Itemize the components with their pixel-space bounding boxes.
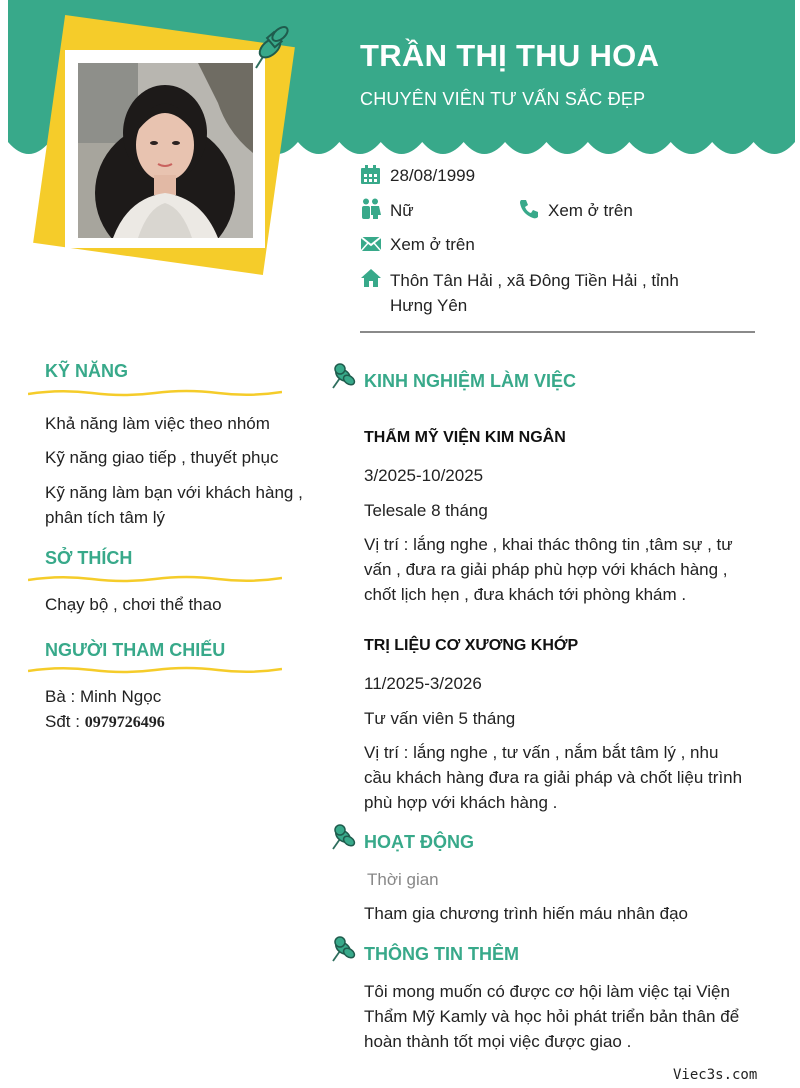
skills-heading: KỸ NĂNG <box>45 361 129 381</box>
activities-heading: HOẠT ĐỘNG <box>364 832 474 852</box>
pushpin-icon <box>248 24 292 72</box>
additional-info-text: Tôi mong muốn có được cơ hội làm việc tại Viện Thẩm Mỹ Kamly và học hỏi phát triển bản thân để hoàn thành tốt mọi việc được giao . <box>364 982 740 1051</box>
heading-underline <box>28 665 282 675</box>
hobbies-heading: SỞ THÍCH <box>45 548 133 568</box>
pushpin-icon <box>330 823 356 851</box>
job-role: Tư vấn viên 5 tháng <box>364 709 516 728</box>
activity-time: Thời gian <box>367 870 439 889</box>
experience-heading: KINH NGHIỆM LÀM VIỆC <box>364 371 577 391</box>
heading-underline <box>28 574 282 584</box>
job-period: 11/2025-3/2026 <box>364 674 482 693</box>
pushpin-icon <box>330 935 356 963</box>
email: Xem ở trên <box>390 235 475 254</box>
address: Thôn Tân Hải , xã Đông Tiền Hải , tỉnh Hưng Yên <box>390 271 679 315</box>
phone: Xem ở trên <box>548 201 633 220</box>
job-title: CHUYÊN VIÊN TƯ VẤN SẮC ĐẸP <box>360 89 646 109</box>
watermark: Viec3s.com <box>673 1067 758 1083</box>
reference-name: Bà : Minh Ngọc <box>45 687 162 706</box>
job-description: Vị trí : lắng nghe , khai thác thông tin ,tâm sự , tư vấn , đưa ra giải pháp phù hợp với khách hàng , chốt lịch hẹn , đưa khách tới phòng khám . <box>364 535 733 604</box>
activity-item: Tham gia chương trình hiến máu nhân đạo <box>364 904 689 923</box>
home-icon <box>360 267 382 289</box>
mail-icon <box>360 233 382 255</box>
hobby-item: Chạy bộ , chơi thể thao <box>45 595 222 614</box>
heading-underline <box>28 388 282 398</box>
job-role: Telesale 8 tháng <box>364 501 488 520</box>
gender: Nữ <box>390 201 414 220</box>
gender-icon <box>360 198 382 220</box>
divider <box>360 331 755 333</box>
job-period: 3/2025-10/2025 <box>364 466 484 485</box>
phone-icon <box>518 198 540 220</box>
pushpin-icon <box>330 362 356 390</box>
job-company: THẨM MỸ VIỆN KIM NGÂN <box>364 429 566 446</box>
additional-info-heading: THÔNG TIN THÊM <box>364 944 519 964</box>
date-of-birth: 28/08/1999 <box>390 166 476 185</box>
skill-item: Kỹ năng giao tiếp , thuyết phục <box>45 448 279 467</box>
job-description: Vị trí : lắng nghe , tư vấn , nắm bắt tâm lý , nhu cầu khách hàng đưa ra giải pháp và chốt liệu trình phù hợp với khách hàng . <box>364 743 743 812</box>
skill-item: Kỹ năng làm bạn với khách hàng , phân tích tâm lý <box>45 483 303 527</box>
reference-phone-label: Sđt : <box>45 712 85 731</box>
skill-item: Khả năng làm việc theo nhóm <box>45 414 270 433</box>
calendar-icon <box>360 164 382 186</box>
reference-phone <box>45 709 310 735</box>
reference-phone-number: 0979726496 <box>84 714 165 731</box>
reference-heading: NGƯỜI THAM CHIẾU <box>45 640 226 660</box>
job-company: TRỊ LIỆU CƠ XƯƠNG KHỚP <box>364 637 579 654</box>
candidate-name: TRẦN THỊ THU HOA <box>360 38 660 73</box>
profile-photo <box>78 63 253 238</box>
